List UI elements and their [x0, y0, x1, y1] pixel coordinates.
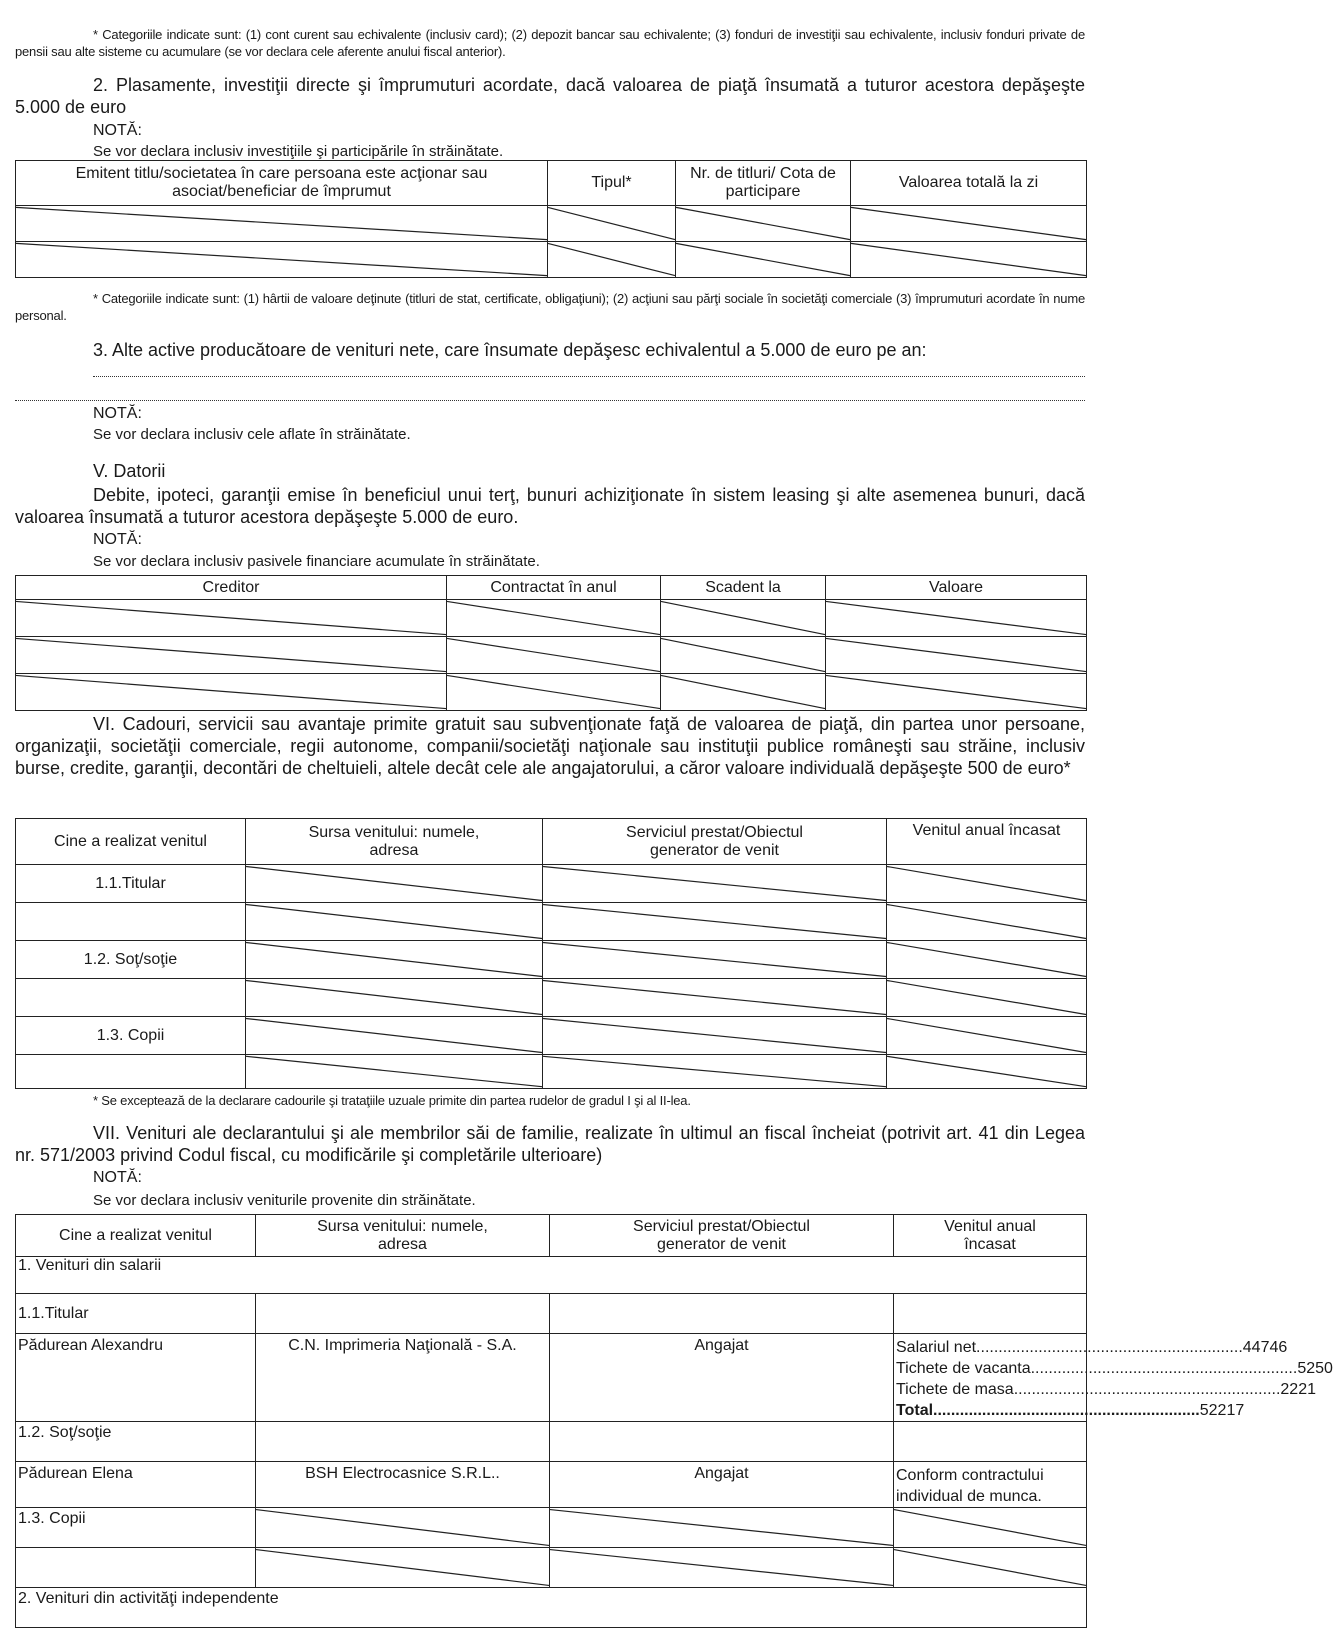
col-creditor: Creditor — [16, 576, 447, 600]
footnote-accounts: * Categoriile indicate sunt: (1) cont curent sau echivalente (inclusiv card); (2) depozit bancar sau echivalente; (3) fonduri de investiţii sau echivalente, inclusiv fonduri private de pensii sau alte sisteme cu acumulare (se vor declara cele aferente anului fiscal anterior). — [15, 27, 1085, 59]
strike-line — [894, 1508, 1086, 1547]
titular-service: Angajat — [550, 1334, 894, 1422]
sec-vi-text: VI. Cadouri, servicii sau avantaje primite gratuit sau subvenţionate faţă de valoarea de piaţă, din partea unor persoane, organizaţii, societăţii comerciale, regii autonome, companii/societăţi naţionale sau instituţii publice româneşti sau străine, inclusiv burse, credite, garanţii, decontări de cheltuieli, altele decât cele ale angajatorului, a căror valoare individuală depăşeşte 500 de euro* — [15, 714, 1085, 778]
row-children-label: 1.3. Copii — [16, 1508, 256, 1548]
strike-line — [851, 206, 1086, 241]
income-label: Total............................................................ — [896, 1402, 1200, 1419]
strike-line — [256, 1548, 549, 1587]
table-row — [16, 206, 1087, 242]
strike-line — [256, 1508, 549, 1547]
income-label: Salariul net............................................................ — [896, 1339, 1243, 1356]
strike-line — [826, 637, 1086, 673]
sec-vii-note-text: Se vor declara inclusiv veniturile provenite din străinătate. — [93, 1192, 476, 1209]
table-row — [16, 1548, 1087, 1588]
strike-line — [887, 979, 1086, 1016]
table-row — [16, 1462, 1087, 1508]
income-value: 2221 — [1280, 1381, 1316, 1398]
item2-text: 2. Plasamente, investiţii directe şi împrumuturi acordate, dacă valoarea de piaţă însumată a tuturor acestora depăşeşte 5.000 de euro — [15, 75, 1085, 117]
strike-line — [887, 865, 1086, 902]
strike-line — [246, 979, 542, 1016]
sec-v-note-text: Se vor declara inclusiv pasivele financiare acumulate în străinătate. — [93, 553, 540, 570]
table-row — [16, 1334, 1087, 1422]
strike-line — [550, 1508, 893, 1547]
sec-v-text: Debite, ipoteci, garanţii emise în beneficiul unui terţ, bunuri achiziţionate în sistem leasing şi alte asemenea bunuri, dacă valoarea însumată a tuturor acestora depăşeşte 5.000 de euro. — [15, 485, 1085, 527]
income-value: 5250 — [1297, 1360, 1333, 1377]
income-label: Tichete de masa............................................................ — [896, 1381, 1281, 1398]
strike-line — [246, 1017, 542, 1054]
table-row — [16, 865, 1087, 903]
cat-independent: 2. Venituri din activităţi independente — [16, 1588, 1087, 1628]
item2-note-label: NOTĂ: — [93, 122, 142, 139]
income-line — [896, 1379, 1316, 1400]
item3-note-text: Se vor declara inclusiv cele aflate în străinătate. — [93, 426, 411, 443]
col-type: Tipul* — [548, 161, 676, 206]
table-row — [16, 674, 1087, 711]
income-table — [15, 1214, 1333, 1628]
row-children: 1.3. Copii — [16, 1017, 246, 1055]
strike-line — [246, 941, 542, 978]
table-row — [16, 637, 1087, 674]
strike-line — [887, 903, 1086, 940]
strike-line — [548, 242, 675, 277]
item3-text: 3. Alte active producătoare de venituri nete, care însumate depăşesc echivalentul a 5.000 de euro pe an: — [93, 340, 927, 360]
gifts-table — [15, 818, 1087, 1089]
strike-line — [548, 206, 675, 241]
debts-table — [15, 575, 1087, 711]
strike-line — [550, 1548, 893, 1587]
col-income: Venitul anual încasat — [887, 819, 1087, 865]
row-spouse: 1.2. Soţ/soţie — [16, 941, 246, 979]
col-who: Cine a realizat venitul — [16, 1215, 256, 1257]
strike-line — [246, 865, 542, 902]
income-value: 52217 — [1199, 1402, 1245, 1419]
strike-line — [16, 206, 547, 241]
strike-line — [543, 903, 886, 940]
col-shares: Nr. de titluri/ Cota de participare — [676, 161, 851, 206]
spouse-income: Conform contractului individual de munca. — [894, 1462, 1087, 1508]
row-titular-label: 1.1.Titular — [16, 1294, 256, 1334]
strike-line — [543, 1055, 886, 1088]
footnote-investments: * Categoriile indicate sunt: (1) hârtii de valoare deţinute (titluri de stat, certificate, obligaţiuni); (2) acţiuni sau părţi sociale în societăţi comerciale (3) împrumuturi acordate în nume personal. — [15, 291, 1085, 323]
strike-line — [447, 600, 660, 636]
col-service: Serviciul prestat/Obiectul generator de venit — [543, 819, 887, 865]
row-titular: 1.1.Titular — [16, 865, 246, 903]
strike-line — [543, 941, 886, 978]
col-service: Serviciul prestat/Obiectul generator de venit — [550, 1215, 894, 1257]
col-total-value: Valoarea totală la zi — [851, 161, 1087, 206]
income-line — [896, 1337, 1288, 1358]
row-spouse-label: 1.2. Soţ/soţie — [16, 1422, 256, 1462]
table-row — [16, 903, 1087, 941]
strike-line — [887, 1017, 1086, 1054]
sec-vii-note-label: NOTĂ: — [93, 1169, 142, 1186]
table-row — [16, 242, 1087, 278]
strike-line — [16, 242, 547, 277]
strike-line — [16, 600, 446, 636]
strike-line — [661, 600, 825, 636]
item3-note-label: NOTĂ: — [93, 405, 142, 422]
strike-line — [447, 637, 660, 673]
table-row — [16, 1055, 1087, 1089]
table-row — [16, 979, 1087, 1017]
strike-line — [543, 1017, 886, 1054]
strike-line — [661, 637, 825, 673]
income-label: Tichete de vacanta............................................................ — [896, 1360, 1298, 1377]
col-income: Venitul anual încasat — [894, 1215, 1087, 1257]
strike-line — [661, 674, 825, 710]
titular-income — [894, 1334, 1333, 1422]
col-value: Valoare — [826, 576, 1087, 600]
col-source: Sursa venitului: numele, adresa — [256, 1215, 550, 1257]
strike-line — [887, 1055, 1086, 1088]
sec-vii-text: VII. Venituri ale declarantului şi ale membrilor săi de familie, realizate în ultimul an fiscal încheiat (potrivit art. 41 din Legea nr. 571/2003 privind Codul fiscal, cu modificările şi completările ulterioare) — [15, 1123, 1085, 1165]
table-row — [16, 1508, 1087, 1548]
cat-salary: 1. Venituri din salarii — [16, 1257, 1087, 1294]
strike-line — [16, 674, 446, 710]
titular-source: C.N. Imprimeria Naţională - S.A. — [256, 1334, 550, 1422]
spouse-service: Angajat — [550, 1462, 894, 1508]
fill-line — [93, 358, 1085, 377]
strike-line — [826, 600, 1086, 636]
strike-line — [246, 903, 542, 940]
item2-note-text: Se vor declara inclusiv investiţiile şi participările în străinătate. — [93, 143, 504, 160]
fill-line — [15, 382, 1085, 401]
strike-line — [246, 1055, 542, 1088]
spouse-source: BSH Electrocasnice S.R.L.. — [256, 1462, 550, 1508]
strike-line — [826, 674, 1086, 710]
spouse-name: Pădurean Elena — [16, 1462, 256, 1508]
col-who: Cine a realizat venitul — [16, 819, 246, 865]
strike-line — [16, 637, 446, 673]
strike-line — [851, 242, 1086, 277]
strike-line — [887, 941, 1086, 978]
table-row — [16, 600, 1087, 637]
strike-line — [894, 1548, 1086, 1587]
col-due: Scadent la — [661, 576, 826, 600]
sec-v-title: V. Datorii — [93, 461, 166, 481]
col-source: Sursa venitului: numele, adresa — [246, 819, 543, 865]
col-issuer: Emitent titlu/societatea în care persoana este acţionar sau asociat/beneficiar de împrumut — [16, 161, 548, 206]
income-line — [896, 1400, 1245, 1421]
strike-line — [543, 865, 886, 902]
strike-line — [447, 674, 660, 710]
table-row — [16, 1017, 1087, 1055]
income-value: 44746 — [1242, 1339, 1288, 1356]
col-contracted-year: Contractat în anul — [447, 576, 661, 600]
titular-name: Pădurean Alexandru — [16, 1334, 256, 1422]
table-row — [16, 941, 1087, 979]
strike-line — [676, 242, 850, 277]
strike-line — [543, 979, 886, 1016]
investments-table — [15, 160, 1087, 278]
sec-v-note-label: NOTĂ: — [93, 531, 142, 548]
strike-line — [676, 206, 850, 241]
sec-vi-footnote: * Se exceptează de la declarare cadourile şi trataţiile uzuale primite din partea rudelor de gradul I şi al II-lea. — [93, 1093, 691, 1108]
income-line — [896, 1358, 1333, 1379]
